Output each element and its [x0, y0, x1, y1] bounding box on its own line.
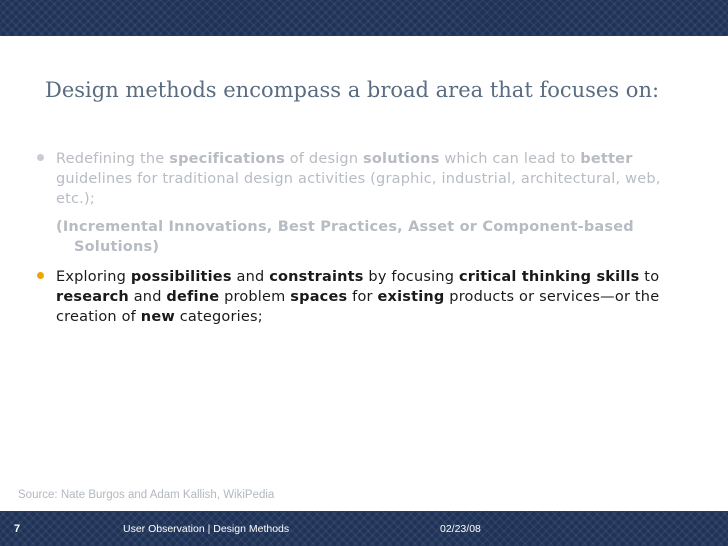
bullet-subnote: (Incremental Innovations, Best Practices, Asset or Component-based Solutions) [56, 219, 634, 255]
header-band [0, 0, 728, 36]
bullet-text: Redefining the specifications of design solutions which can lead to better guidelines for traditional design activities (graphic, industrial, architectural, web, etc.); [56, 151, 661, 207]
slide-heading: Design methods encompass a broad area that focuses on: [45, 78, 660, 102]
source-citation: Source: Nate Burgos and Adam Kallish, WikiPedia [18, 489, 275, 501]
footer-title: User Observation | Design Methods [123, 523, 290, 535]
bullet-text: Exploring possibilities and constraints by focusing critical thinking skills to research and define problem spaces for existing products or services—or the creation of new categories; [56, 269, 660, 325]
bullet-redefining [56, 149, 686, 257]
page-number: 7 [14, 523, 21, 535]
bullet-exploring [56, 267, 686, 327]
bullet-dot-icon [37, 272, 44, 279]
footer-bar [0, 511, 728, 546]
footer-date: 02/23/08 [440, 523, 481, 535]
bullet-dot-icon [37, 154, 44, 161]
